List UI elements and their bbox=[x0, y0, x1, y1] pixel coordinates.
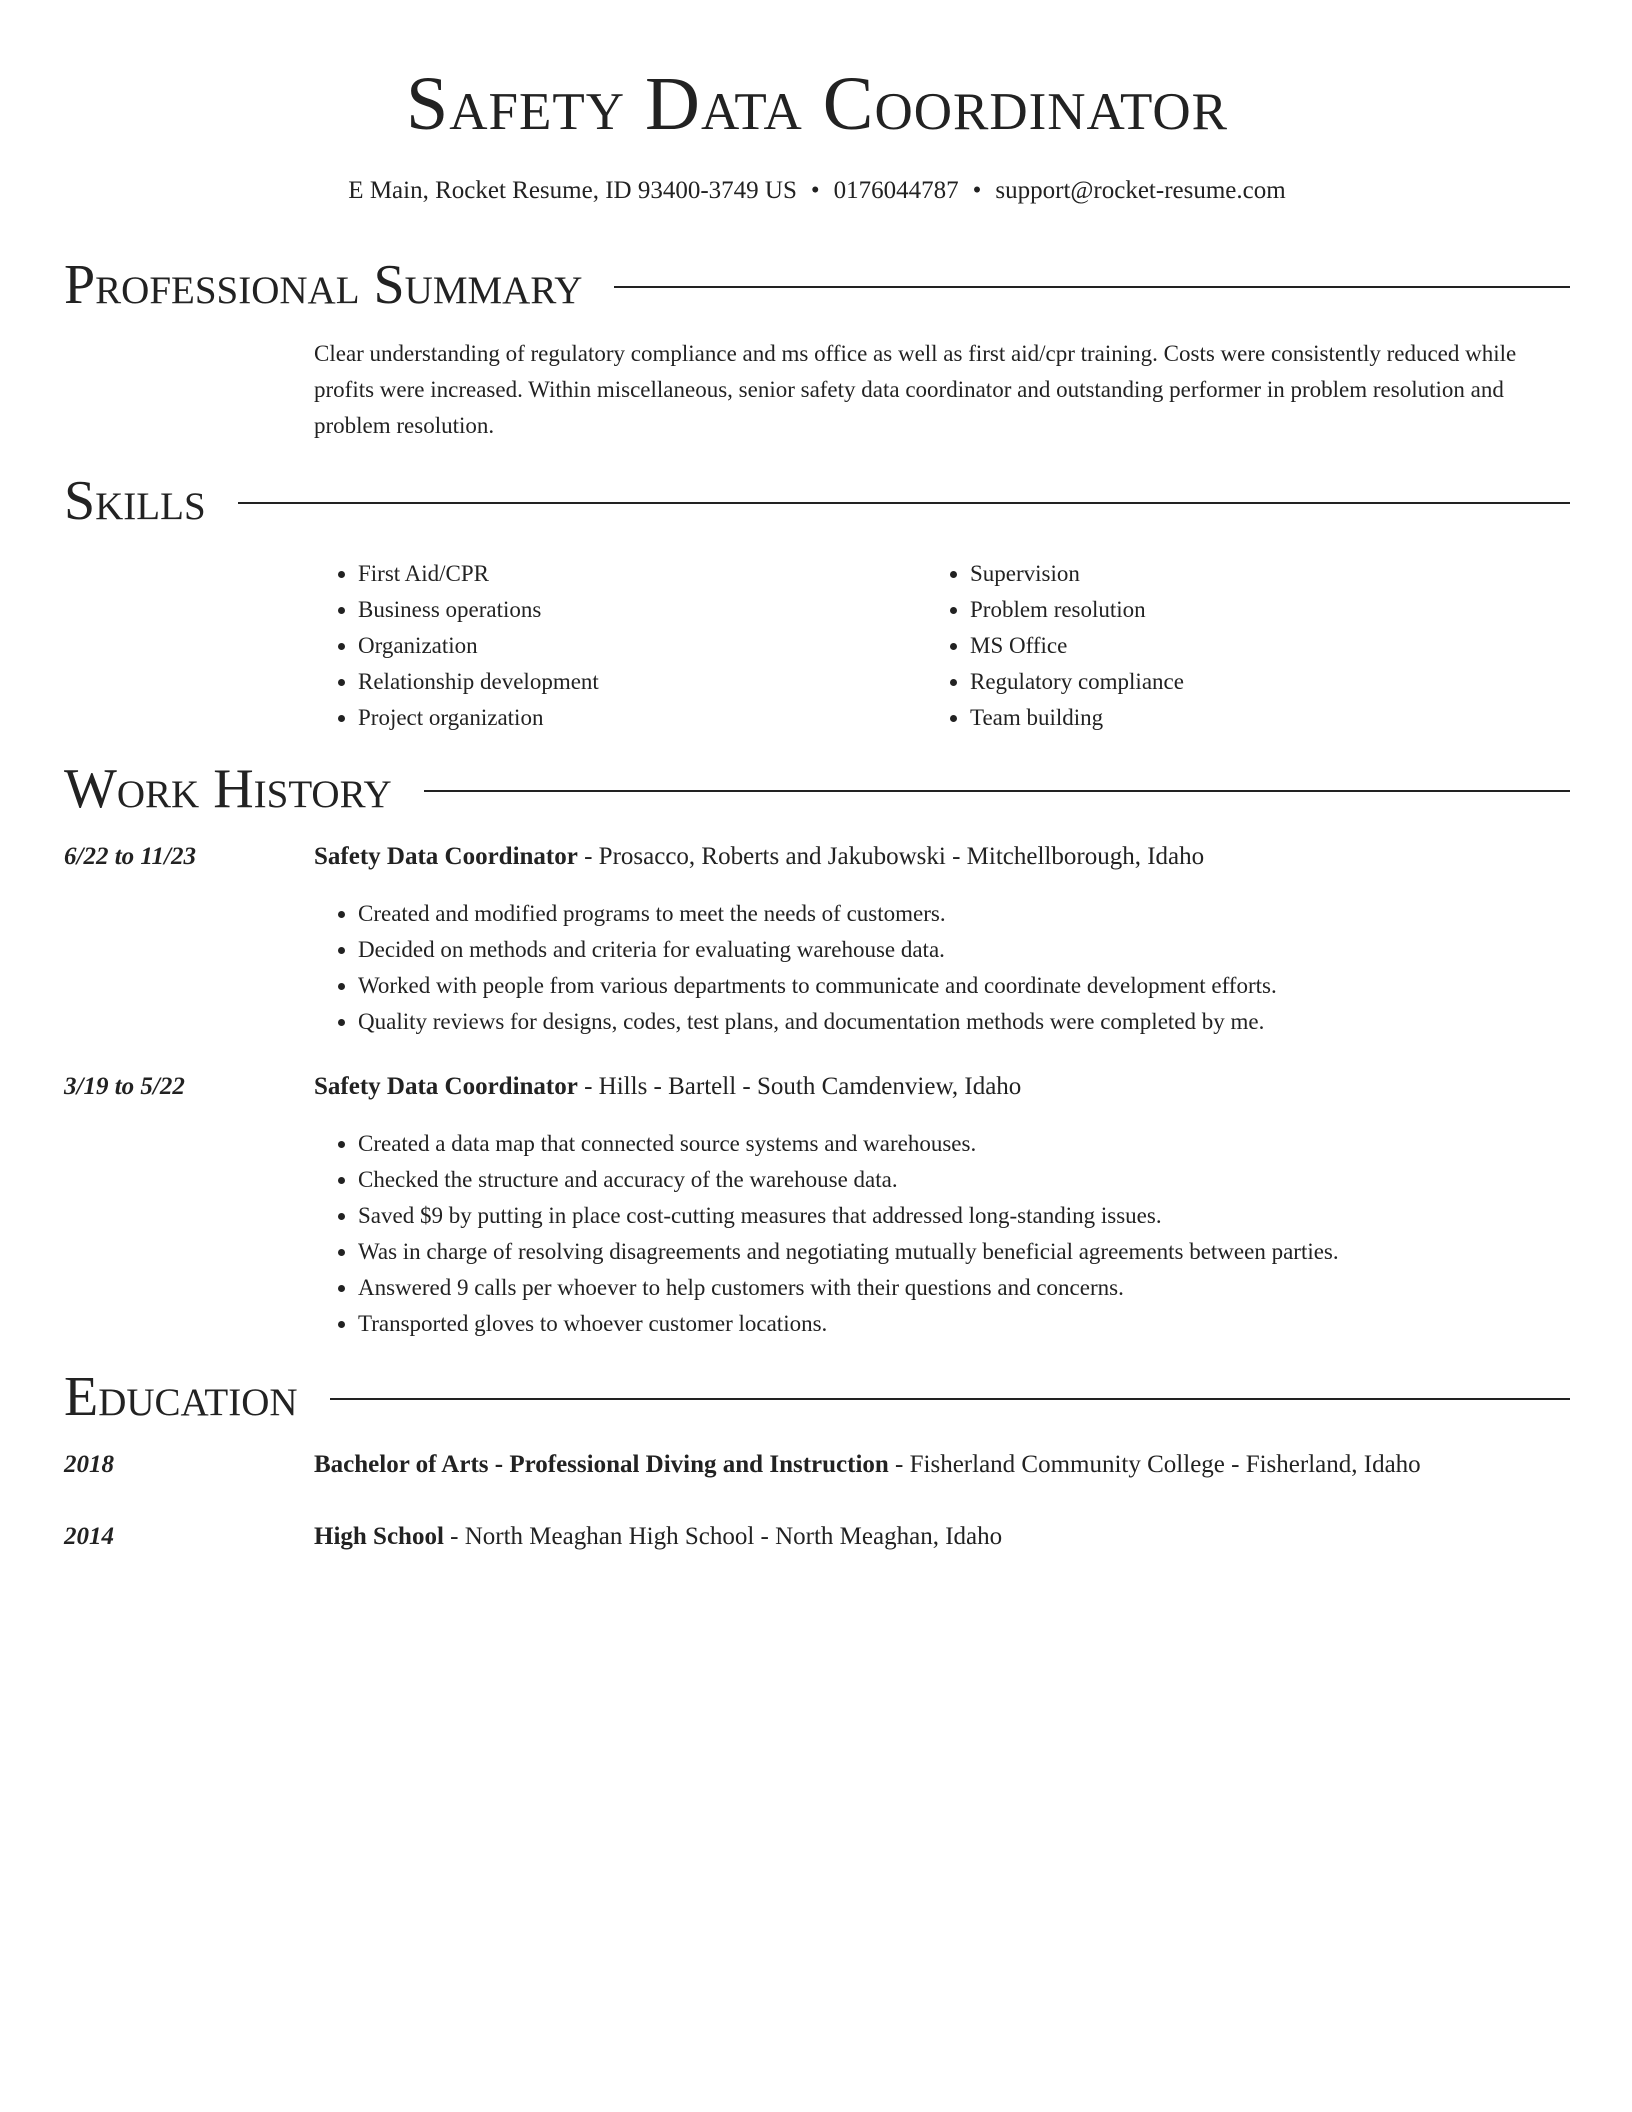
education-school-location: - North Meaghan High School - North Meaghan, Idaho bbox=[443, 1523, 1003, 1550]
skill-item: • Relationship development bbox=[358, 664, 918, 700]
contact-phone: 0176044787 bbox=[833, 177, 959, 204]
contact-separator: • bbox=[810, 177, 820, 204]
work-section-header bbox=[64, 756, 1570, 822]
education-section-title: Education bbox=[64, 1366, 298, 1428]
summary-section-header bbox=[64, 252, 1570, 318]
job-bullets bbox=[314, 896, 1614, 1040]
section-divider bbox=[614, 286, 1570, 288]
job-bullet: • Was in charge of resolving disagreements and negotiating mutually beneficial agreements between parties. bbox=[358, 1234, 1614, 1270]
education-heading bbox=[314, 1520, 1570, 1554]
job-bullet: • Answered 9 calls per whoever to help customers with their questions and concerns. bbox=[358, 1270, 1614, 1306]
work-section-title: Work History bbox=[64, 758, 392, 820]
job-dates: 3/19 to 5/22 bbox=[64, 1073, 185, 1100]
summary-text: Clear understanding of regulatory compliance and ms office as well as first aid/cpr training. Costs were consistently reduced while profits were increased. Within miscellaneous, senior safety data coordinator and outstanding performer in problem resolution and problem resolution. bbox=[314, 341, 1517, 438]
education-degree: Bachelor of Arts - Professional Diving and Instruction bbox=[314, 1451, 889, 1478]
section-divider bbox=[238, 502, 1570, 504]
job-bullet: • Created and modified programs to meet the needs of customers. bbox=[358, 896, 1614, 932]
job-employer-location: - Prosacco, Roberts and Jakubowski - Mitchellborough, Idaho bbox=[577, 843, 1205, 870]
job-bullet: • Quality reviews for designs, codes, test plans, and documentation methods were completed by me. bbox=[358, 1004, 1614, 1040]
skills-section-title: Skills bbox=[64, 470, 206, 532]
job-bullet: • Worked with people from various departments to communicate and coordinate development efforts. bbox=[358, 968, 1614, 1004]
skill-item: • Team building bbox=[970, 700, 1570, 736]
job-heading bbox=[314, 840, 1570, 874]
candidate-name: Safety Data Coordinator bbox=[406, 62, 1228, 146]
skills-list-right bbox=[926, 556, 1570, 736]
education-heading bbox=[314, 1448, 1570, 1482]
job-heading bbox=[314, 1070, 1570, 1104]
skill-item: • First Aid/CPR bbox=[358, 556, 918, 592]
contact-separator: • bbox=[972, 177, 982, 204]
skill-item: • Regulatory compliance bbox=[970, 664, 1570, 700]
job-bullet: • Created a data map that connected source systems and warehouses. bbox=[358, 1126, 1614, 1162]
skill-item: • Organization bbox=[358, 628, 918, 664]
education-school-location: - Fisherland Community College - Fisherland, Idaho bbox=[888, 1451, 1421, 1478]
education-year: 2014 bbox=[64, 1523, 114, 1550]
skills-section-header bbox=[64, 468, 1570, 534]
job-title: Safety Data Coordinator bbox=[314, 843, 578, 870]
job-employer-location: - Hills - Bartell - South Camdenview, Idaho bbox=[577, 1073, 1022, 1100]
skill-item: • MS Office bbox=[970, 628, 1570, 664]
education-section-header bbox=[64, 1364, 1570, 1430]
skill-item: • Project organization bbox=[358, 700, 918, 736]
skill-item: • Problem resolution bbox=[970, 592, 1570, 628]
contact-address: E Main, Rocket Resume, ID 93400-3749 US bbox=[348, 177, 797, 204]
contact-line bbox=[64, 174, 1570, 208]
job-dates: 6/22 to 11/23 bbox=[64, 843, 196, 870]
job-bullet: • Decided on methods and criteria for evaluating warehouse data. bbox=[358, 932, 1614, 968]
skill-item: • Supervision bbox=[970, 556, 1570, 592]
job-bullet: • Checked the structure and accuracy of the warehouse data. bbox=[358, 1162, 1614, 1198]
section-divider bbox=[424, 790, 1570, 792]
skill-item: • Business operations bbox=[358, 592, 918, 628]
skills-list-left bbox=[314, 556, 918, 736]
education-year: 2018 bbox=[64, 1451, 114, 1478]
job-bullets bbox=[314, 1126, 1614, 1342]
education-degree: High School bbox=[314, 1523, 444, 1550]
summary-section-title: Professional Summary bbox=[64, 254, 583, 316]
job-bullet: • Transported gloves to whoever customer locations. bbox=[358, 1306, 1614, 1342]
contact-email: support@rocket-resume.com bbox=[995, 177, 1286, 204]
job-bullet: • Saved $9 by putting in place cost-cutting measures that addressed long-standing issues. bbox=[358, 1198, 1614, 1234]
job-title: Safety Data Coordinator bbox=[314, 1073, 578, 1100]
section-divider bbox=[330, 1398, 1570, 1400]
